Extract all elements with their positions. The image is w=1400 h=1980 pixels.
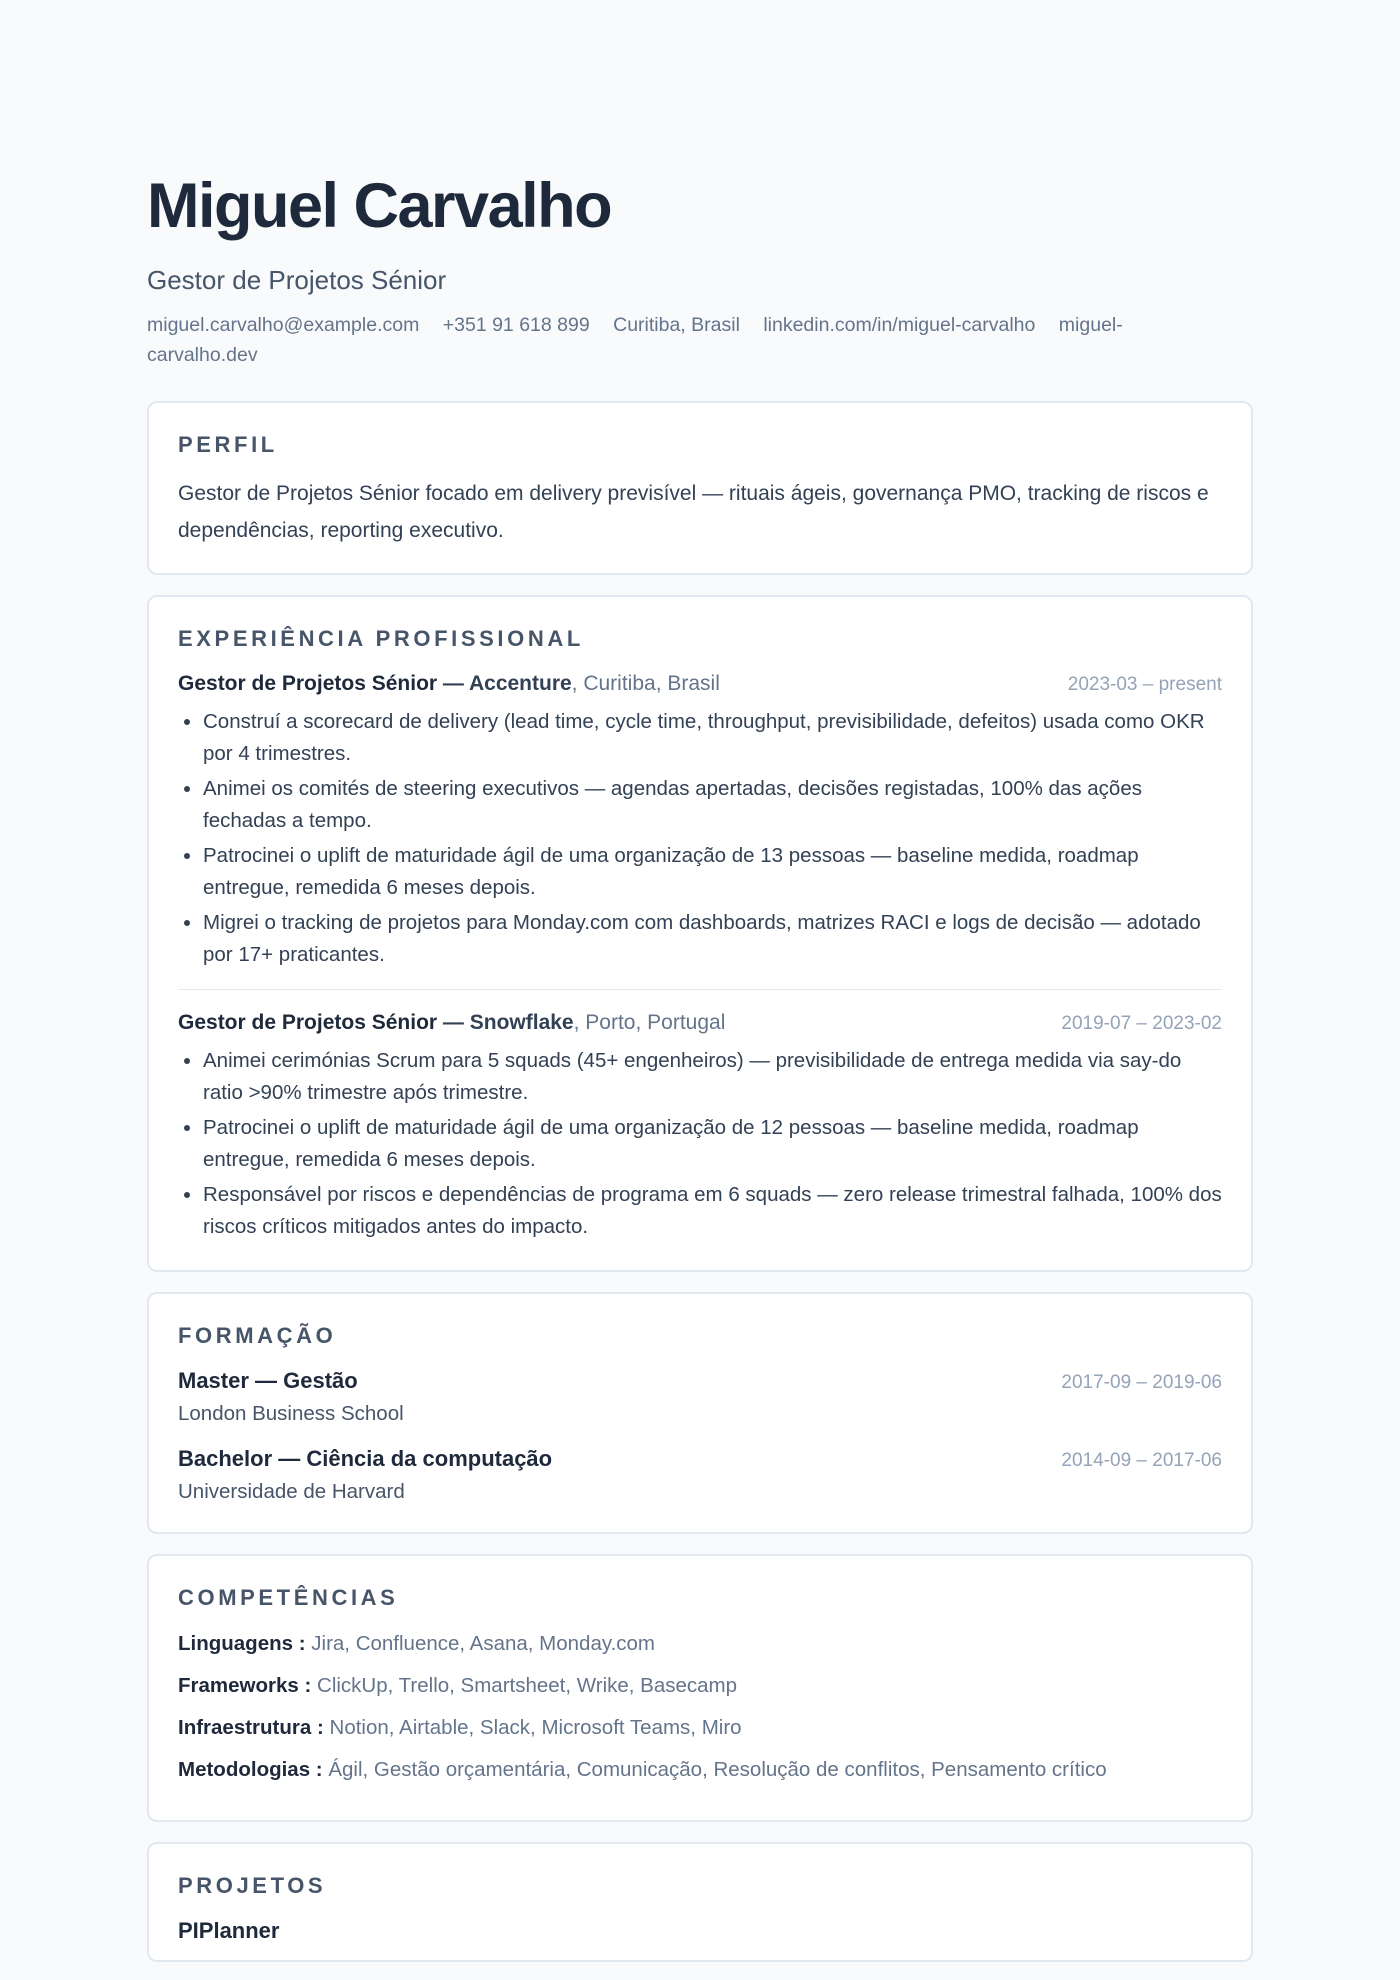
skill-values: Ágil, Gestão orçamentária, Comunicação, Resolução de conflitos, Pensamento crítico xyxy=(328,1758,1107,1781)
skill-row xyxy=(178,1712,1222,1744)
job-bullet: • Migrei o tracking de projetos para Monday.com com dashboards, matrizes RACI e logs de decisão — adotado por 17+ praticantes. xyxy=(203,907,1222,971)
job-title-line xyxy=(178,1008,725,1038)
education-header xyxy=(178,1366,1222,1398)
job-bullet: • Animei cerimónias Scrum para 5 squads (45+ engenheiros) — previsibilidade de entrega medida via say-do ratio >90% trimestre após trimestre. xyxy=(203,1045,1222,1109)
education-degree: Bachelor — Ciência da computação xyxy=(178,1446,553,1471)
section-heading-projects: PROJETOS xyxy=(178,1873,327,1898)
contact-line xyxy=(147,310,1147,370)
contact-website[interactable]: miguel-carvalho.dev xyxy=(147,314,1123,366)
contact-phone[interactable]: +351 91 618 899 xyxy=(442,314,590,336)
candidate-name: Miguel Carvalho xyxy=(147,171,612,241)
projects-section xyxy=(147,1842,1253,1962)
contact-location: Curitiba, Brasil xyxy=(613,314,740,336)
resume-content xyxy=(147,0,1253,1962)
job-dates: 2019-07 – 2023-02 xyxy=(1061,1013,1222,1034)
skill-row xyxy=(178,1670,1222,1702)
job-bullet: • Patrocinei o uplift de maturidade ágil de uma organização de 12 pessoas — baseline medida, roadmap entregue, remedida 6 meses depois. xyxy=(203,1112,1222,1176)
skill-row xyxy=(178,1754,1222,1786)
education-entry xyxy=(178,1444,1222,1508)
job-location: , Curitiba, Brasil xyxy=(571,672,720,695)
job-header xyxy=(178,1008,1222,1039)
job-bullets xyxy=(178,706,1222,971)
skill-label: Frameworks : xyxy=(178,1674,312,1697)
job-separator: — xyxy=(437,1011,470,1034)
job-company: Snowflake xyxy=(469,1011,574,1034)
skill-label: Metodologias : xyxy=(178,1758,323,1781)
job-bullet: • Animei os comités de steering executivos — agendas apertadas, decisões registadas, 100% das ações fechadas a tempo. xyxy=(203,773,1222,837)
profile-summary: Gestor de Projetos Sénior focado em delivery previsível — rituais ágeis, governança PMO, tracking de riscos e dependências, reporting executivo. xyxy=(178,482,1209,542)
section-heading-profile: PERFIL xyxy=(178,432,278,457)
skill-row xyxy=(178,1628,1222,1660)
contact-linkedin[interactable]: linkedin.com/in/miguel-carvalho xyxy=(763,314,1036,336)
resume-header xyxy=(147,0,1253,370)
section-heading-education: FORMAÇÃO xyxy=(178,1323,337,1348)
job-role: Gestor de Projetos Sénior xyxy=(178,1011,438,1034)
job-role: Gestor de Projetos Sénior xyxy=(178,672,438,695)
skill-values: ClickUp, Trello, Smartsheet, Wrike, Basecamp xyxy=(317,1674,738,1697)
education-dates: 2017-09 – 2019-06 xyxy=(1061,1372,1222,1393)
job-bullets xyxy=(178,1045,1222,1243)
candidate-title: Gestor de Projetos Sénior xyxy=(147,265,447,295)
job-header xyxy=(178,669,1222,700)
education-school: Universidade de Harvard xyxy=(178,1480,405,1503)
profile-section xyxy=(147,401,1253,575)
contact-email[interactable]: miguel.carvalho@example.com xyxy=(147,314,420,336)
skill-values: Jira, Confluence, Asana, Monday.com xyxy=(311,1632,656,1655)
skill-values: Notion, Airtable, Slack, Microsoft Teams, Miro xyxy=(329,1716,742,1739)
education-degree: Master — Gestão xyxy=(178,1368,358,1393)
job-bullet: • Patrocinei o uplift de maturidade ágil de uma organização de 13 pessoas — baseline medida, roadmap entregue, remedida 6 meses depois. xyxy=(203,840,1222,904)
job-bullet: • Responsável por riscos e dependências de programa em 6 squads — zero release trimestral falhada, 100% dos riscos críticos mitigados antes do impacto. xyxy=(203,1179,1222,1243)
project-name: PIPlanner xyxy=(178,1918,280,1943)
section-heading-experience: EXPERIÊNCIA PROFISSIONAL xyxy=(178,626,584,651)
skills-section xyxy=(147,1554,1253,1822)
job-location: , Porto, Portugal xyxy=(573,1011,726,1034)
education-section xyxy=(147,1292,1253,1534)
education-school: London Business School xyxy=(178,1402,404,1425)
education-dates: 2014-09 – 2017-06 xyxy=(1061,1450,1222,1471)
job-company: Accenture xyxy=(468,672,572,695)
job-entry xyxy=(178,989,1222,1243)
skill-label: Infraestrutura : xyxy=(178,1716,324,1739)
education-header xyxy=(178,1444,1222,1476)
job-bullet: • Construí a scorecard de delivery (lead time, cycle time, throughput, previsibilidade, defeitos) usada como OKR por 4 trimestres. xyxy=(203,706,1222,770)
job-title-line xyxy=(178,669,720,699)
job-dates: 2023-03 – present xyxy=(1067,674,1222,695)
education-entry xyxy=(178,1366,1222,1430)
skill-label: Linguagens : xyxy=(178,1632,306,1655)
job-entry xyxy=(178,669,1222,971)
section-heading-skills: COMPETÊNCIAS xyxy=(178,1585,399,1610)
job-separator: — xyxy=(437,672,469,695)
experience-section xyxy=(147,595,1253,1272)
